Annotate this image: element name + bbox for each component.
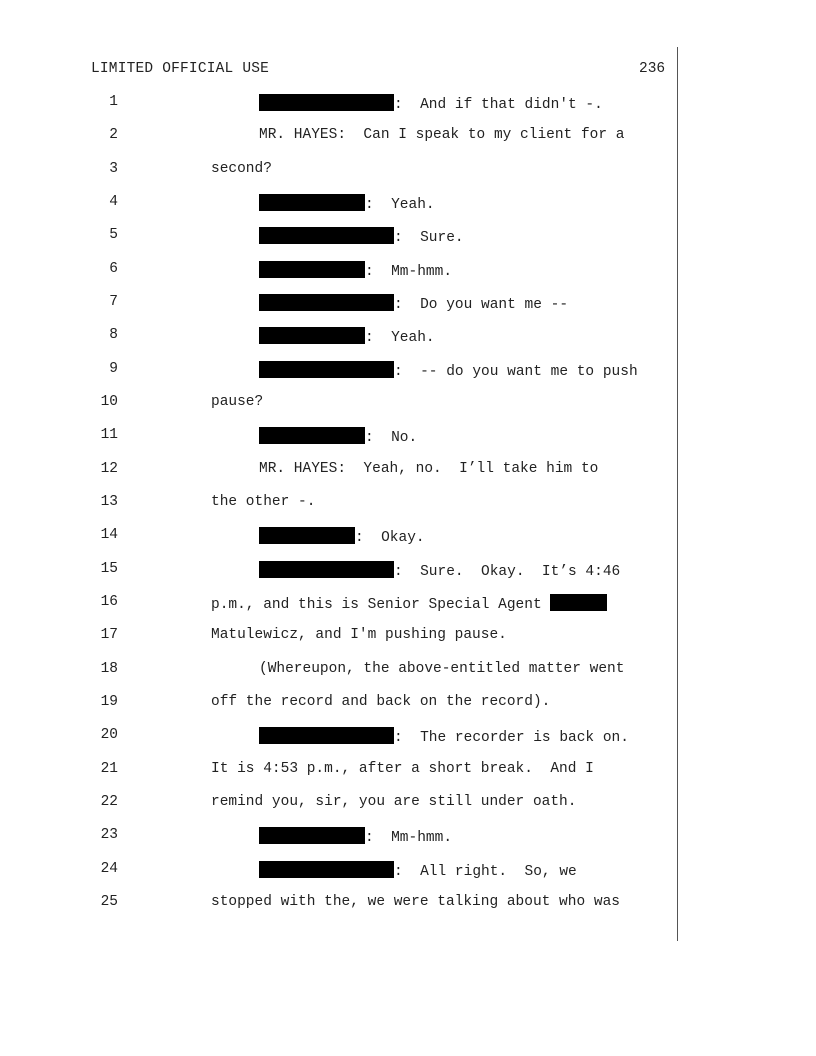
transcript-line — [0, 427, 816, 447]
redaction-box — [550, 594, 607, 611]
line-text-segment: : No. — [365, 430, 418, 446]
transcript-line — [0, 461, 816, 481]
transcript-line — [0, 194, 816, 214]
line-text-segment: : And if that didn't -. — [394, 97, 603, 113]
transcript-line — [0, 494, 816, 514]
transcript-line — [0, 894, 816, 914]
line-text — [259, 661, 624, 677]
line-text — [259, 294, 568, 313]
line-number: 3 — [109, 161, 118, 177]
line-number: 24 — [100, 861, 118, 877]
line-number: 16 — [100, 594, 118, 610]
redaction-box — [259, 294, 394, 311]
line-number: 22 — [100, 794, 118, 810]
line-text-segment: : -- do you want me to push — [394, 364, 638, 380]
transcript-line — [0, 594, 816, 614]
line-number: 20 — [100, 727, 118, 743]
redaction-box — [259, 261, 365, 278]
transcript-line — [0, 861, 816, 881]
redaction-box — [259, 361, 394, 378]
transcript-line — [0, 827, 816, 847]
line-number: 21 — [100, 761, 118, 777]
transcript-line — [0, 294, 816, 314]
redaction-box — [259, 727, 394, 744]
line-text — [259, 194, 435, 213]
line-number: 13 — [100, 494, 118, 510]
line-text — [259, 561, 620, 580]
line-number: 19 — [100, 694, 118, 710]
page-number: 236 — [639, 61, 666, 77]
line-number: 18 — [100, 661, 118, 677]
line-text-segment: : Yeah. — [365, 330, 435, 346]
line-text-segment: (Whereupon, the above-entitled matter went — [259, 661, 625, 677]
line-text-segment: : Sure. — [394, 230, 464, 246]
line-text-segment: MR. HAYES: Can I speak to my client for a — [259, 127, 625, 143]
line-text — [259, 827, 452, 846]
transcript-line — [0, 727, 816, 747]
line-text-segment: second? — [211, 161, 272, 177]
redaction-box — [259, 527, 355, 544]
redaction-box — [259, 561, 394, 578]
line-number: 17 — [100, 627, 118, 643]
transcript-line — [0, 94, 816, 114]
line-text — [259, 861, 577, 880]
line-text-segment: pause? — [211, 394, 264, 410]
redaction-box — [259, 94, 394, 111]
line-text — [259, 261, 452, 280]
line-text — [259, 127, 624, 143]
line-text — [259, 527, 425, 546]
line-number: 23 — [100, 827, 118, 843]
transcript-line — [0, 327, 816, 347]
line-text-segment: remind you, sir, you are still under oath. — [211, 794, 577, 810]
transcript-line — [0, 361, 816, 381]
transcript-line — [0, 627, 816, 647]
line-number: 1 — [109, 94, 118, 110]
transcript-line — [0, 561, 816, 581]
line-number: 11 — [100, 427, 118, 443]
line-text — [259, 727, 629, 746]
line-number: 7 — [109, 294, 118, 310]
line-text-segment: : All right. So, we — [394, 864, 577, 880]
line-text — [211, 394, 263, 410]
line-text-segment: Matulewicz, and I'm pushing pause. — [211, 627, 507, 643]
line-number: 9 — [109, 361, 118, 377]
transcript-line — [0, 161, 816, 181]
transcript-line — [0, 694, 816, 714]
transcript-line — [0, 527, 816, 547]
line-text — [259, 227, 464, 246]
transcript-line — [0, 261, 816, 281]
line-text — [211, 794, 576, 810]
line-text — [211, 694, 550, 710]
line-text-segment: p.m., and this is Senior Special Agent — [211, 597, 551, 613]
line-text-segment: MR. HAYES: Yeah, no. I’ll take him to — [259, 461, 599, 477]
redaction-box — [259, 827, 365, 844]
line-text-segment: the other -. — [211, 494, 316, 510]
transcript-line — [0, 794, 816, 814]
line-number: 4 — [109, 194, 118, 210]
line-text-segment: : Yeah. — [365, 197, 435, 213]
line-text-segment: : Mm-hmm. — [365, 264, 453, 280]
line-number: 12 — [100, 461, 118, 477]
redaction-box — [259, 327, 365, 344]
transcript-line — [0, 394, 816, 414]
line-text — [211, 894, 620, 910]
line-text-segment: : Okay. — [355, 530, 425, 546]
line-number: 10 — [100, 394, 118, 410]
classification-header: LIMITED OFFICIAL USE — [91, 61, 270, 77]
line-text-segment: off the record and back on the record). — [211, 694, 551, 710]
line-number: 8 — [109, 327, 118, 343]
line-text — [211, 494, 315, 510]
line-text — [259, 327, 435, 346]
redaction-box — [259, 227, 394, 244]
line-text — [259, 461, 598, 477]
line-text-segment: : Mm-hmm. — [365, 830, 453, 846]
redaction-box — [259, 427, 365, 444]
line-text — [211, 594, 607, 613]
transcript-line — [0, 227, 816, 247]
line-text — [259, 94, 603, 113]
line-number: 5 — [109, 227, 118, 243]
line-number: 2 — [109, 127, 118, 143]
line-number: 25 — [100, 894, 118, 910]
line-text — [211, 627, 507, 643]
transcript-line — [0, 761, 816, 781]
line-number: 14 — [100, 527, 118, 543]
line-text-segment: stopped with the, we were talking about who was — [211, 894, 620, 910]
line-text-segment: It is 4:53 p.m., after a short break. And I — [211, 761, 594, 777]
redaction-box — [259, 861, 394, 878]
line-number: 6 — [109, 261, 118, 277]
line-number: 15 — [100, 561, 118, 577]
line-text — [259, 361, 638, 380]
line-text-segment: : Sure. Okay. It’s 4:46 — [394, 564, 621, 580]
line-text-segment: : Do you want me -- — [394, 297, 569, 313]
redaction-box — [259, 194, 365, 211]
line-text — [211, 161, 272, 177]
transcript-line — [0, 127, 816, 147]
line-text-segment: : The recorder is back on. — [394, 730, 629, 746]
line-text — [211, 761, 594, 777]
transcript-line — [0, 661, 816, 681]
line-text — [259, 427, 417, 446]
